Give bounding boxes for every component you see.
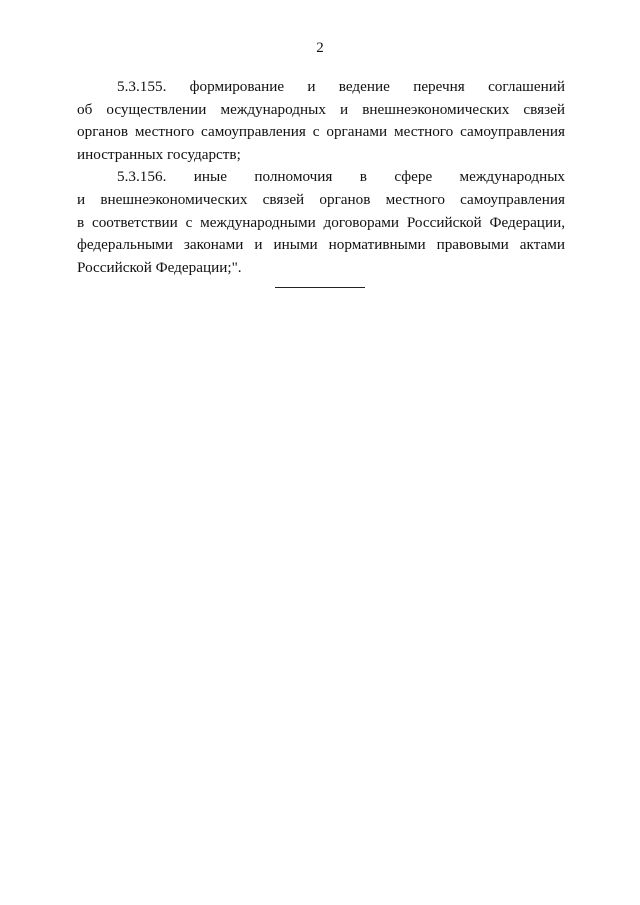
document-body bbox=[77, 76, 565, 279]
text-line: органов местного самоуправления с органами местного самоуправления bbox=[77, 123, 565, 141]
page-number: 2 bbox=[316, 40, 324, 56]
clause-5-3-156 bbox=[77, 166, 565, 279]
text-line: федеральными законами и иными нормативными правовыми актами bbox=[77, 236, 565, 254]
text-line: 5.3.156. иные полномочия в сфере международных bbox=[117, 168, 565, 186]
text-line: Российской Федерации;". bbox=[77, 258, 242, 276]
text-line: 5.3.155. формирование и ведение перечня соглашений bbox=[117, 78, 565, 95]
clause-5-3-155 bbox=[77, 76, 565, 166]
text-line: об осуществлении международных и внешнеэкономических связей bbox=[77, 100, 565, 118]
text-line: в соответствии с международными договорами Российской Федерации, bbox=[77, 213, 565, 231]
text-line: иностранных государств; bbox=[77, 145, 241, 163]
end-separator-line bbox=[275, 287, 365, 288]
text-line: и внешнеэкономических связей органов местного самоуправления bbox=[77, 190, 565, 208]
